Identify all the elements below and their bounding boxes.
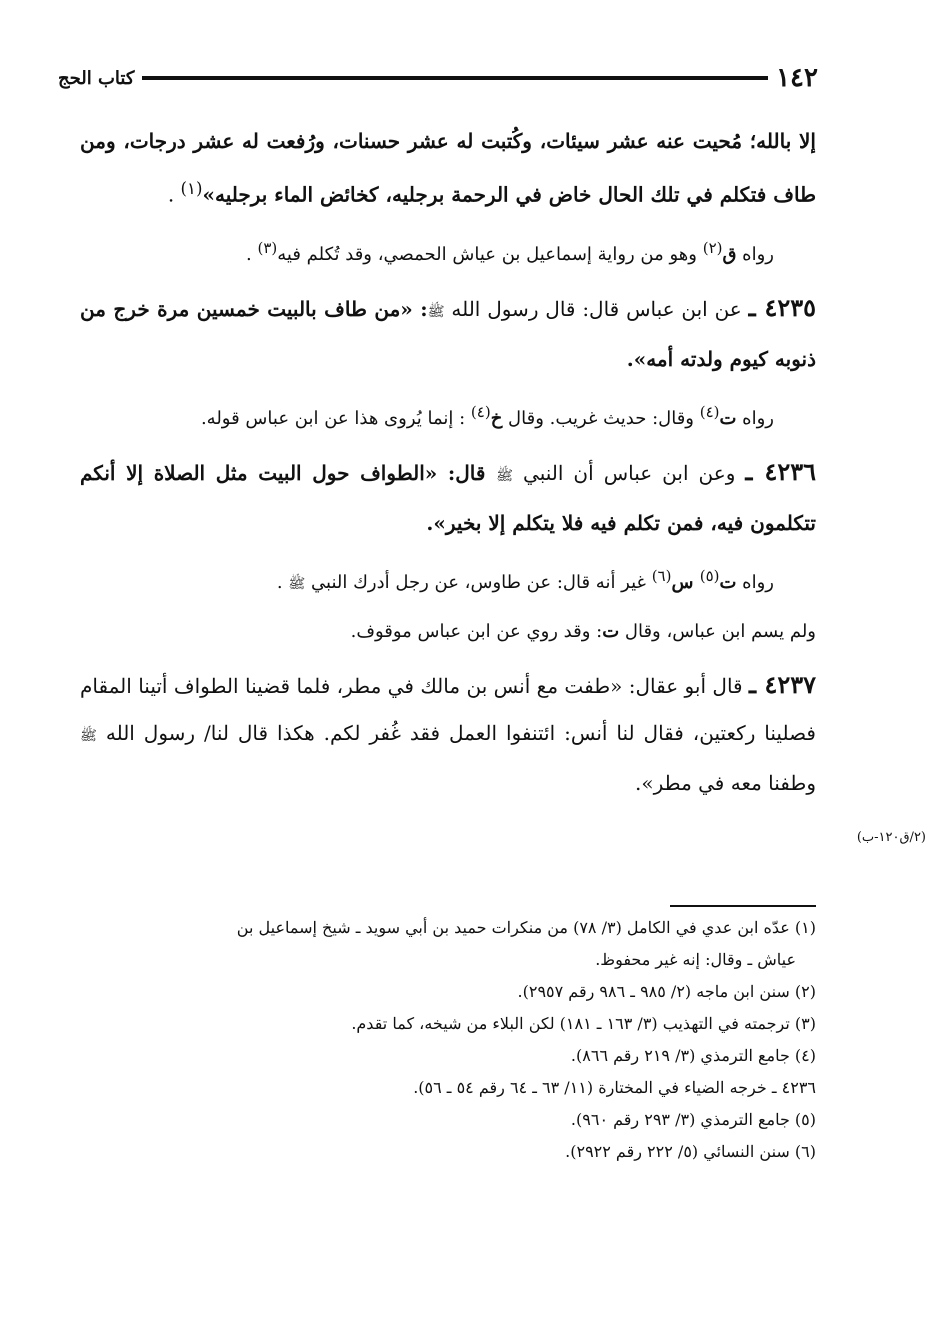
manuscript-folio-note: (٢/ق١٢٠-ب) [856, 830, 926, 845]
footnote-3: (٣) ترجمته في التهذيب (٣/ ١٦٣ ـ ١٨١) لكن البلاء من شيخه، كما تقدم. [351, 1014, 816, 1033]
narration-text: وهو من رواية إسماعيل بن عياش الحمصي، وقد تُكلم فيه [277, 243, 703, 265]
narration-4236 [80, 553, 816, 608]
narration-text: ولم يسم ابن عباس، وقال [619, 620, 816, 642]
paragraph-narration [80, 225, 816, 278]
paragraph-hadith-continuation [80, 118, 816, 219]
hadith-number: ٤٢٣٥ ـ [748, 292, 816, 322]
hadith-text: قال: «الطواف حول البيت مثل الصلاة إلا أنكم تتكلمون فيه، فمن تكلم فيه فلا يتكلم إلا بخير». [80, 460, 816, 535]
footnote-ref: (٤) [699, 402, 720, 421]
hadith-number: ٤٢٣٧ ـ [749, 669, 816, 699]
hadith-number: ٤٢٣٦ ـ [745, 456, 817, 486]
source-code: ت [602, 620, 620, 642]
source-code: خ [490, 407, 503, 429]
page-number: ١٤٢ [776, 63, 818, 93]
footnote-6: (٦) سنن النسائي (٥/ ٢٢٢ رقم ٢٩٢٢). [565, 1142, 816, 1161]
page-header [58, 58, 818, 98]
hadith-text: قال أبو عقال: «طفت مع أنس بن مالك في مطر، فلما قضينا الطواف أتينا المقام فصلينا ركعتين، فقال لنا أنس: ائتنفوا العمل فقد غُفر لكم. هكذا قال لنا/ رسول الله [80, 673, 816, 745]
footnote-1-continuation: عياش ـ وقال: إنه غير محفوظ. [595, 950, 796, 969]
footnotes [78, 912, 816, 1168]
main-text [80, 112, 816, 807]
punctuation: . [276, 571, 289, 593]
footnote-ref: (٥) [699, 566, 720, 585]
pbuh-ligature: ﷺ [288, 575, 306, 592]
pbuh-ligature: ﷺ [427, 303, 445, 320]
footnote-5: (٥) جامع الترمذي (٣/ ٢٩٣ رقم ٩٦٠). [570, 1110, 816, 1129]
footnote-4236: ٤٢٣٦ ـ خرجه الضياء في المختارة (١١/ ٦٣ ـ ٦٤ رقم ٥٤ ـ ٥٦). [413, 1078, 816, 1097]
source-code: ق [722, 243, 737, 265]
hadith-intro: وعن ابن عباس أن النبي [513, 460, 746, 485]
hadith-4235 [80, 284, 816, 383]
source-code: س [671, 571, 700, 593]
footnote-1: (١) عدّه ابن عدي في الكامل (٣/ ٧٨) من منكرات حميد بن أبي سويد ـ شيخ إسماعيل بن [236, 918, 816, 937]
pbuh-ligature: ﷺ [496, 467, 513, 484]
narration-text: رواه [736, 407, 774, 429]
source-code: ت [719, 571, 737, 593]
narration-text: : وقد روي عن ابن عباس موقوف. [350, 620, 603, 642]
footnote-2: (٢) سنن ابن ماجه (٢/ ٩٨٥ ـ ٩٨٦ رقم ٢٩٥٧). [517, 982, 816, 1001]
footnote-separator [670, 905, 816, 907]
narration-4235 [80, 389, 816, 442]
narration-text: وقال: حديث غريب. وقال [502, 407, 700, 429]
footnote-ref: (٦) [651, 566, 672, 585]
footnote-ref: (٣) [257, 238, 278, 257]
narration-text: : إنما يُروى هذا عن ابن عباس قوله. [200, 407, 471, 429]
hadith-text: وطفنا معه في مطر». [635, 770, 816, 795]
hadith-4236 [80, 448, 816, 547]
book-title: كتاب الحج [58, 67, 135, 89]
narration-text: رواه [736, 571, 774, 593]
hadith-intro: عن ابن عباس قال: قال رسول الله [444, 296, 749, 321]
footnote-4: (٤) جامع الترمذي (٣/ ٢١٩ رقم ٨٦٦). [570, 1046, 816, 1065]
hadith-text: : «من طاف بالبيت خمسين مرة خرج من ذنوبه كيوم ولدته أمه». [80, 296, 816, 371]
header-rule [142, 76, 768, 80]
narration-text: غير أنه قال: عن طاوس، عن رجل أدرك النبي [305, 571, 652, 593]
pbuh-ligature: ﷺ [80, 727, 97, 744]
footnote-ref: (٢) [702, 238, 723, 257]
narration-text: رواه [736, 243, 774, 265]
narration-4236-line2 [80, 608, 816, 655]
footnote-ref: (٤) [470, 402, 491, 421]
punctuation: . [167, 182, 181, 207]
source-code: ت [719, 407, 737, 429]
hadith-4237 [80, 661, 816, 807]
footnote-ref: (١) [180, 179, 203, 198]
hadith-text: إلا بالله؛ مُحيت عنه عشر سيئات، وكُتبت له عشر حسنات، ورُفعت له عشر درجات، ومن طاف فتكلم في تلك الحال خاض في الرحمة برجليه، كخائض الماء برجليه» [80, 129, 816, 207]
punctuation: . [246, 243, 258, 265]
